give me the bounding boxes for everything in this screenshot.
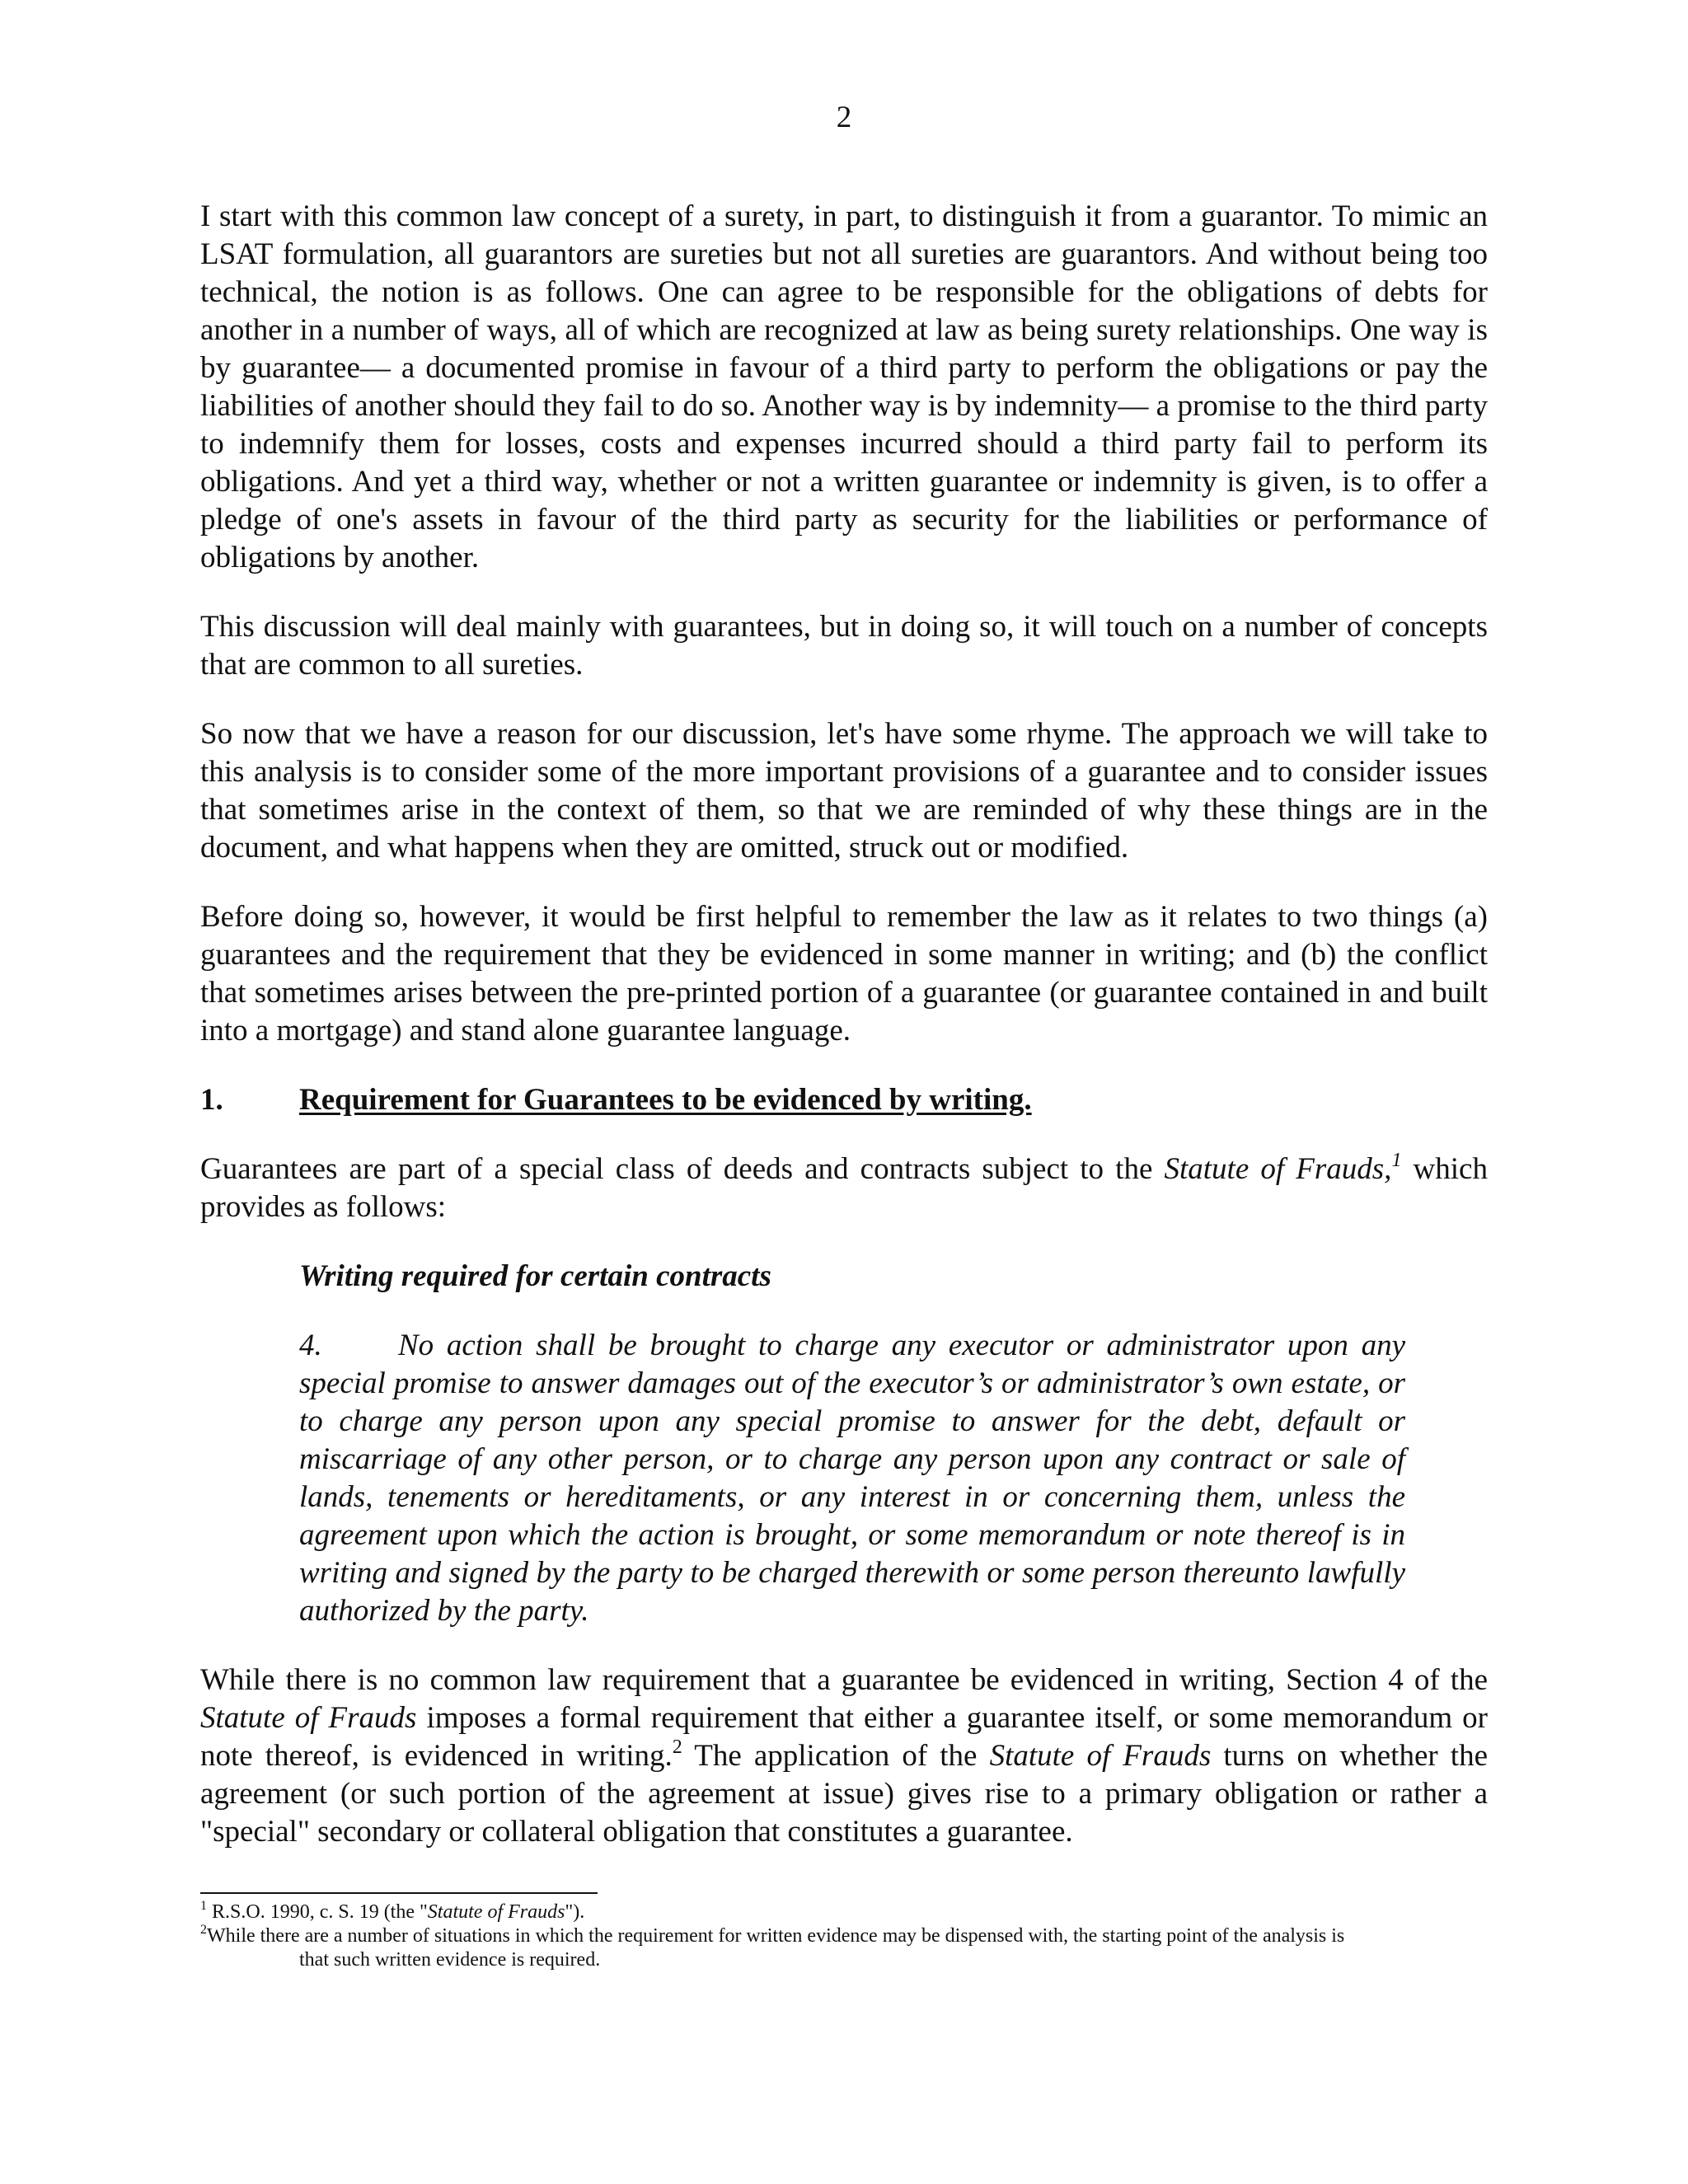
statute-intro-tail: which provides as follows: <box>200 1152 1488 1224</box>
footnotes <box>200 1900 1488 1972</box>
application-text-4: turns on whether the agreement (or such portion of the agreement at issue) gives rise to a primary obligation or rather a "special" secondary or collateral obligation that constitutes a guarantee. <box>200 1739 1489 1849</box>
section-title: Requirement for Guarantees to be evidenced by writing. <box>299 1083 1032 1117</box>
statute-name: Statute of Frauds, <box>1164 1152 1392 1186</box>
paragraph-statute-intro <box>200 1151 1488 1226</box>
footnote-1-text: R.S.O. 1990, c. S. 19 (the " <box>207 1901 428 1923</box>
footnote-2-continuation: that such written evidence is required. <box>299 1949 601 1971</box>
footnote-2 <box>200 1924 1488 1948</box>
footnote-mark: 2 <box>200 1923 207 1937</box>
statute-intro-text: Guarantees are part of a special class of deeds and contracts subject to the <box>200 1152 1165 1186</box>
quoted-section <box>299 1327 1405 1630</box>
section-heading <box>200 1081 1488 1119</box>
paragraph-before-doing-so: Before doing so, however, it would be first helpful to remember the law as it relates to two things (a) guarantees and the requirement that they be evidenced in some manner in writing; and (b) the conflict that sometimes arises between the pre-printed portion of a guarantee (or guarantee contained in and built into a mortgage) and stand alone guarantee language. <box>200 900 1488 1047</box>
paragraph-surety-concept: I start with this common law concept of a surety, in part, to distinguish it from a guarantor. To mimic an LSAT formulation, all guarantors are sureties but not all sureties are guarantors. And without being too technical, the notion is as follows. One can agree to be responsible for the obligations of debts for another in a number of ways, all of which are recognized at law as being surety relationships. One way is by guarantee— a documented promise in favour of a third party to perform the obligations or pay the liabilities of another should they fail to do so. Another way is by indemnity— a promise to the third party to indemnify them for losses, costs and expenses incurred should a third party fail to perform its obligations. And yet a third way, whether or not a written guarantee or indemnity is given, is to offer a pledge of one's assets in favour of the third party as security for the liabilities or performance of obligations by another. <box>200 199 1488 574</box>
footnote-1 <box>200 1900 1488 1924</box>
statute-name: Statute of Frauds <box>989 1739 1212 1773</box>
footnote-1-tail: "). <box>565 1901 585 1923</box>
paragraph-approach: So now that we have a reason for our discussion, let's have some rhyme. The approach we will take to this analysis is to consider some of the more important provisions of a guarantee and to consider issues that sometimes arise in the context of them, so that we are reminded of why these things are in the document, and what happens when they are omitted, struck out or modified. <box>200 717 1488 865</box>
footnote-2-text: While there are a number of situations in which the requirement for written evidence may be dispensed with, the starting point of the analysis is <box>207 1925 1345 1947</box>
section-number: 1. <box>200 1083 223 1117</box>
paragraph-statute-application <box>200 1661 1488 1851</box>
quoted-section-text: No action shall be brought to charge any executor or administrator upon any special promise to answer damages out of the executor’s or administrator’s own estate, or to charge any person upon any special promise to answer for the debt, default or miscarriage of any other person, or to charge any person upon any contract or sale of lands, tenements or hereditaments, or any interest in or concerning them, unless the agreement upon which the action is brought, or some memorandum or note thereof is in writing and signed by the party to be charged therewith or some person thereunto lawfully authorized by the party. <box>299 1329 1405 1628</box>
application-text-3: The application of the <box>682 1739 990 1773</box>
quoted-section-number: 4. <box>299 1329 322 1362</box>
application-text-1: While there is no common law requirement that a guarantee be evidenced in writing, Section 4 of the <box>200 1663 1488 1697</box>
paragraph-discussion-scope: This discussion will deal mainly with guarantees, but in doing so, it will touch on a number of concepts that are common to all sureties. <box>200 610 1488 682</box>
statute-name: Statute of Frauds <box>200 1701 417 1735</box>
page-number: 2 <box>836 101 852 134</box>
document-body <box>200 198 1488 1882</box>
footnote-ref-2: 2 <box>672 1736 682 1758</box>
statute-name: Statute of Frauds <box>427 1901 565 1923</box>
quote-title: Writing required for certain contracts <box>299 1259 771 1293</box>
footnote-divider <box>200 1892 598 1894</box>
footnote-ref-1: 1 <box>1391 1149 1402 1171</box>
footnote-mark: 1 <box>200 1899 207 1913</box>
application-text-2: imposes a formal requirement that either a guarantee itself, or some memorandum or note thereof, is evidenced in writing. <box>200 1701 1488 1773</box>
